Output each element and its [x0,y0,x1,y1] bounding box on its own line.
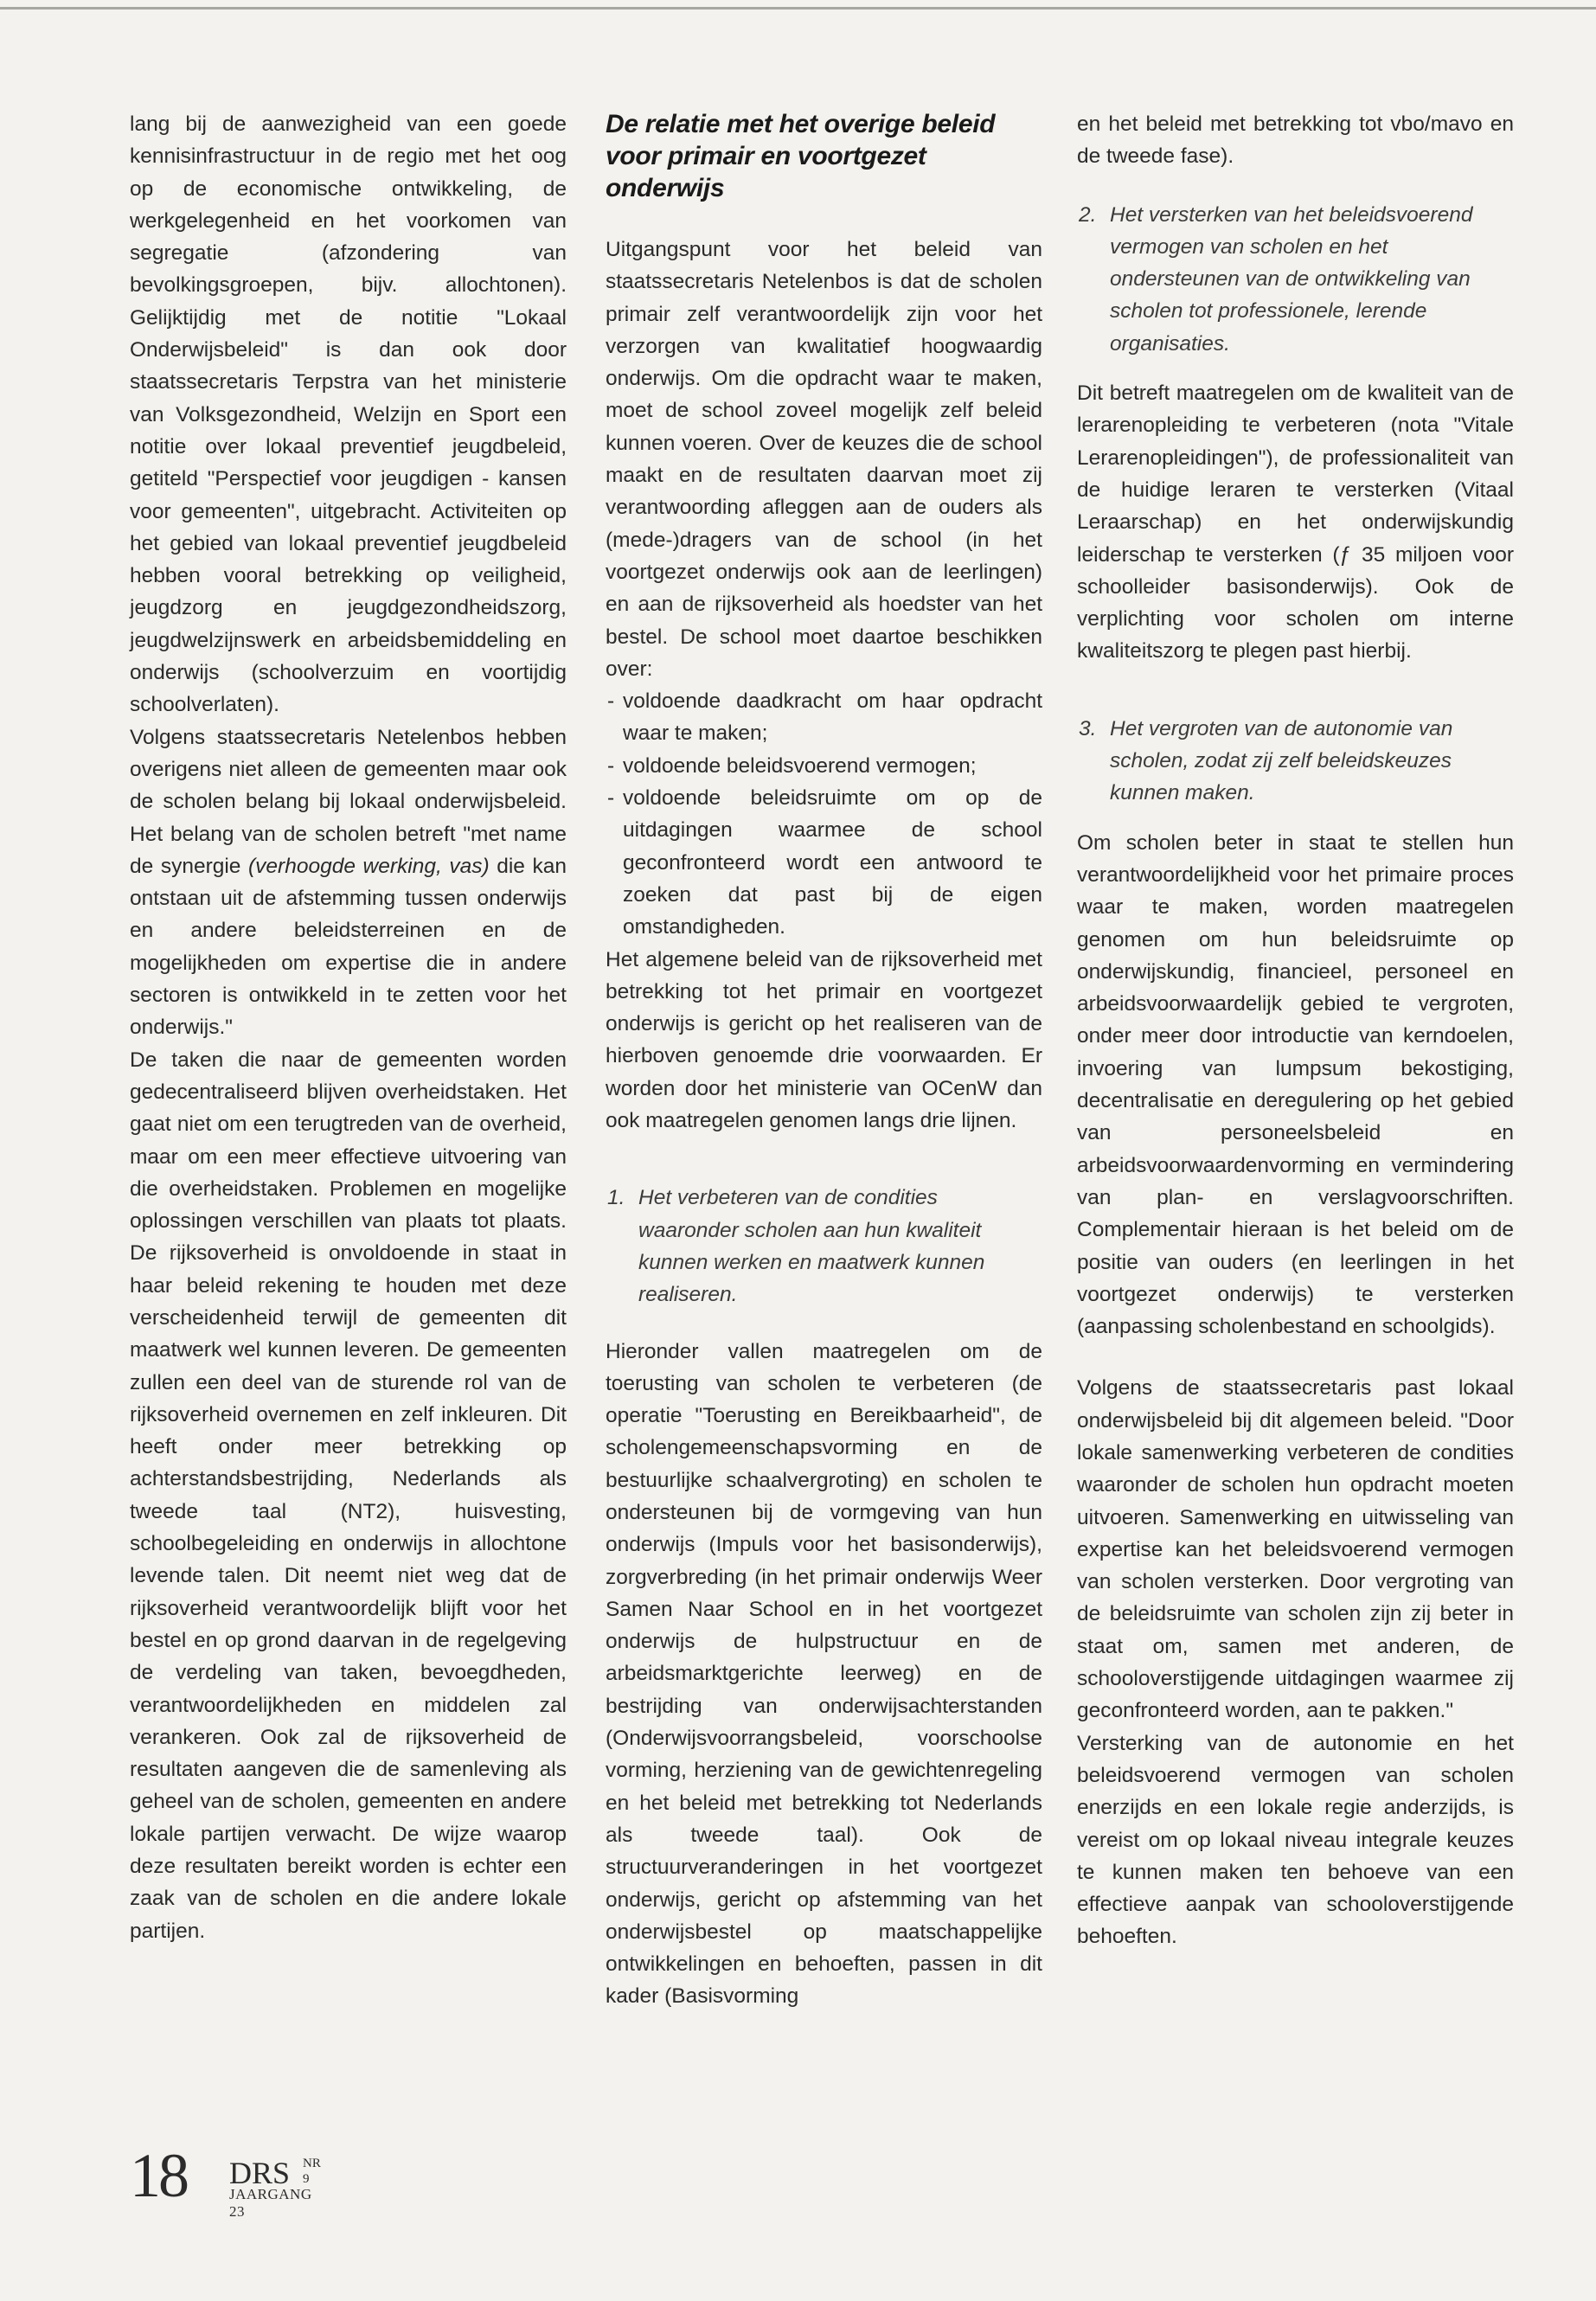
paragraph: Dit betreft maatregelen om de kwaliteit van de lerarenopleiding te verbeteren (nota "Vitale Lerarenopleidingen"), de professionaliteit van de huidige leraren te versterken (Vitaal Leraarschap) en het onderwijskundig leiderschap te versterken (ƒ 35 miljoen voor schoolleider basisonderwijs). Ook de verplichting voor scholen om interne kwaliteitszorg te plegen past hierbij. [1077,381,1514,663]
paragraph: en het beleid met betrekking tot vbo/mavo en de tweede fase). [1077,112,1514,169]
text-column-2 [606,108,1042,2013]
paragraph: Volgens de staatssecretaris past lokaal onderwijsbeleid bij dit algemeen beleid. "Door lokale samenwerking verbeteren de condities waaronder de scholen hun opdracht moeten uitvoeren. Samenwerking en uitwisseling van expertise kan het beleidsvoerend vermogen van scholen versterken. Door vergroting van de beleidsruimte van scholen zijn zij beter in staat om, samen met anderen, de schooloverstijgende uitdagingen waarmee zij geconfronteerd worden, aan te pakken." [1077,1376,1514,1723]
paragraph: lang bij de aanwezigheid van een goede kennisinfrastructuur in de regio met het oog op de economische ontwikkeling, de werkgelegenheid en het voorkomen van segregatie (afzondering van bevolkingsgroepen, bijv. allochtonen). Gelijktijdig met de notitie "Lokaal Onderwijsbeleid" is dan ook door staatssecretaris Terpstra van het ministerie van Volksgezondheid, Welzijn en Sport een notitie over lokaal preventief jeugdbeleid, getiteld "Perspectief voor jeugdigen - kansen voor gemeenten", uitgebracht. Activiteiten op het gebied van lokaal preventief jeugdbeleid hebben vooral betrekking op veiligheid, jeugdzorg en jeugdgezondheidszorg, jeugdwelzijnswerk en arbeidsbemiddeling en onderwijs (schoolverzuim en voortijdig schoolverlaten). [130,112,567,717]
point-number: 2. [1079,202,1097,227]
paragraph [130,721,567,1044]
paragraph: Om scholen beter in staat te stellen hun verantwoordelijkheid voor het primaire proces waar te maken, worden maatregelen genomen om hun beleidsruimte op onderwijskundig, financieel, personeel en arbeidsvoorwaardelijk gebied te vergroten, onder meer door introductie van kerndoelen, invoering van lumpsum bekostiging, decentralisatie en deregulering op het gebied van personeelsbeleid en arbeidsvoorwaardenvorming en vermindering van plan- en verslagvoorschriften. Complementair hieraan is het beleid om de positie van ouders (en leerlingen in het voortgezet onderwijs) te versterken (aanpassing scholenbestand en schoolgids). [1077,830,1514,1339]
text-column-1 [130,108,567,1947]
conditions-list [606,685,1042,943]
numbered-point-1 [606,1182,1042,1311]
paragraph-text: die kan ontstaan uit de afstemming tussen onderwijs en andere beleidsterreinen en de mogelijkheden om expertise die in andere sectoren is ontwikkeld in te zetten voor het onderwijs." [130,854,567,1040]
numbered-point-3 [1077,713,1514,810]
list-item: - voldoende daadkracht om haar opdracht waar te maken; [606,685,1042,750]
page-number: 18 [130,2141,187,2210]
point-number: 1. [607,1186,625,1210]
issue-number: NR 9 [303,2157,321,2186]
list-item: - voldoende beleidsvoerend vermogen; [606,750,1042,782]
paragraph-text: Volgens staatssecretaris Netelenbos hebben overigens niet alleen de gemeenten maar ook de scholen belang bij lokaal onderwijsbeleid. Het belang van de scholen betreft "met name de synergie [130,725,567,878]
list-item: - voldoende beleidsruimte om op de uitdagingen waarmee de school geconfronteerd wordt een antwoord te zoeken dat past bij de eigen omstandigheden. [606,782,1042,943]
text-column-3 [1077,108,1514,1953]
point-text: Het versterken van het beleidsvoerend vermogen van scholen en het ondersteunen van de ontwikkeling van scholen tot professionele, lerende organisaties. [1110,202,1473,356]
paragraph: Het algemene beleid van de rijksoverheid met betrekking tot het primair en voortgezet onderwijs is gericht op het realiseren van de hierboven genoemde drie voorwaarden. Er worden door het ministerie van OCenW dan ook maatregelen genomen langs drie lijnen. [606,947,1042,1133]
editorial-note: (verhoogde werking, vas) [248,854,490,878]
point-text: Het vergroten van de autonomie van scholen, zodat zij zelf beleidskeuzes kunnen maken. [1110,716,1453,805]
point-number: 3. [1079,716,1097,740]
volume-label: JAARGANG 23 [229,2186,312,2220]
paragraph: De taken die naar de gemeenten worden gedecentraliseerd blijven overheidstaken. Het gaat niet om een terugtreden van de overheid, maar om een meer effectieve uitvoering van die overheidstaken. Problemen en mogelijke oplossingen verschillen van plaats tot plaats. De rijksoverheid is onvoldoende in staat in haar beleid rekening te houden met deze verscheidenheid terwijl de gemeenten dit maatwerk wel kunnen leveren. De gemeenten zullen een deel van de sturende rol van de rijksoverheid overnemen en zelf inkleuren. Dit heeft onder meer betrekking op achterstandsbestrijding, Nederlands als tweede taal (NT2), huisvesting, schoolbegeleiding en onderwijs in allochtone levende talen. Dit neemt niet weg dat de rijksoverheid verantwoordelijk blijft voor het bestel en op grond daarvan in de regelgeving de verdeling van taken, bevoegdheden, verantwoordelijkheden en middelen zal verankeren. Ook zal de rijksoverheid de resultaten aangeven die de samenleving als geheel van de scholen, gemeenten en andere lokale partijen verwacht. De wijze waarop deze resultaten bereikt worden is echter een zaak van de scholen en die andere lokale partijen. [130,1048,567,1943]
point-text: Het verbeteren van de condities waaronder scholen aan hun kwaliteit kunnen werken en maatwerk kunnen realiseren. [638,1186,985,1307]
paragraph: Hieronder vallen maatregelen om de toerusting van scholen te verbeteren (de operatie "Toerusting en Bereikbaarheid", de scholengemeenschapsvorming en de bestuurlijke schaalvergroting) en scholen te ondersteunen bij de vormgeving van hun onderwijs (Impuls voor het basisonderwijs), zorgverbreding (in het primair onderwijs Weer Samen Naar School en in het voortgezet onderwijs de hulpstructuur en de arbeidsmarktgerichte leerweg) en de bestrijding van onderwijsachterstanden (Onderwijsvoorrangsbeleid, voorschoolse vorming, herziening van de gewichtenregeling en het beleid met betrekking tot Nederlands als tweede taal). Ook de structuurveranderingen in het voortgezet onderwijs, gericht op afstemming van het onderwijsbestel op maatschappelijke ontwikkelingen en behoeften, passen in dit kader (Basisvorming [606,1339,1042,2009]
top-rule [0,7,1596,10]
magazine-title: DRS [229,2156,291,2190]
paragraph: Uitgangspunt voor het beleid van staatssecretaris Netelenbos is dat de scholen primair zelf verantwoordelijk zijn voor het verzorgen van kwalitatief hoogwaardig onderwijs. Om die opdracht waar te maken, moet de school zoveel mogelijk zelf beleid kunnen voeren. Over de keuzes die de school maakt en de resultaten daarvan moet zij verantwoording afleggen aan de ouders als (mede-)dragers van de school (in het voortgezet onderwijs ook aan de leerlingen) en aan de rijksoverheid als hoedster van het bestel. De school moet daartoe beschikken over: [606,238,1042,681]
paragraph: Versterking van de autonomie en het beleidsvoerend vermogen van scholen enerzijds en een lokale regie anderzijds, is vereist om op lokaal niveau integrale keuzes te kunnen maken ten behoeve van een effectieve aanpak van schooloverstijgende behoeften. [1077,1731,1514,1949]
section-heading: De relatie met het overige beleid voor primair en voortgezet onderwijs [606,110,996,202]
numbered-point-2 [1077,199,1514,360]
